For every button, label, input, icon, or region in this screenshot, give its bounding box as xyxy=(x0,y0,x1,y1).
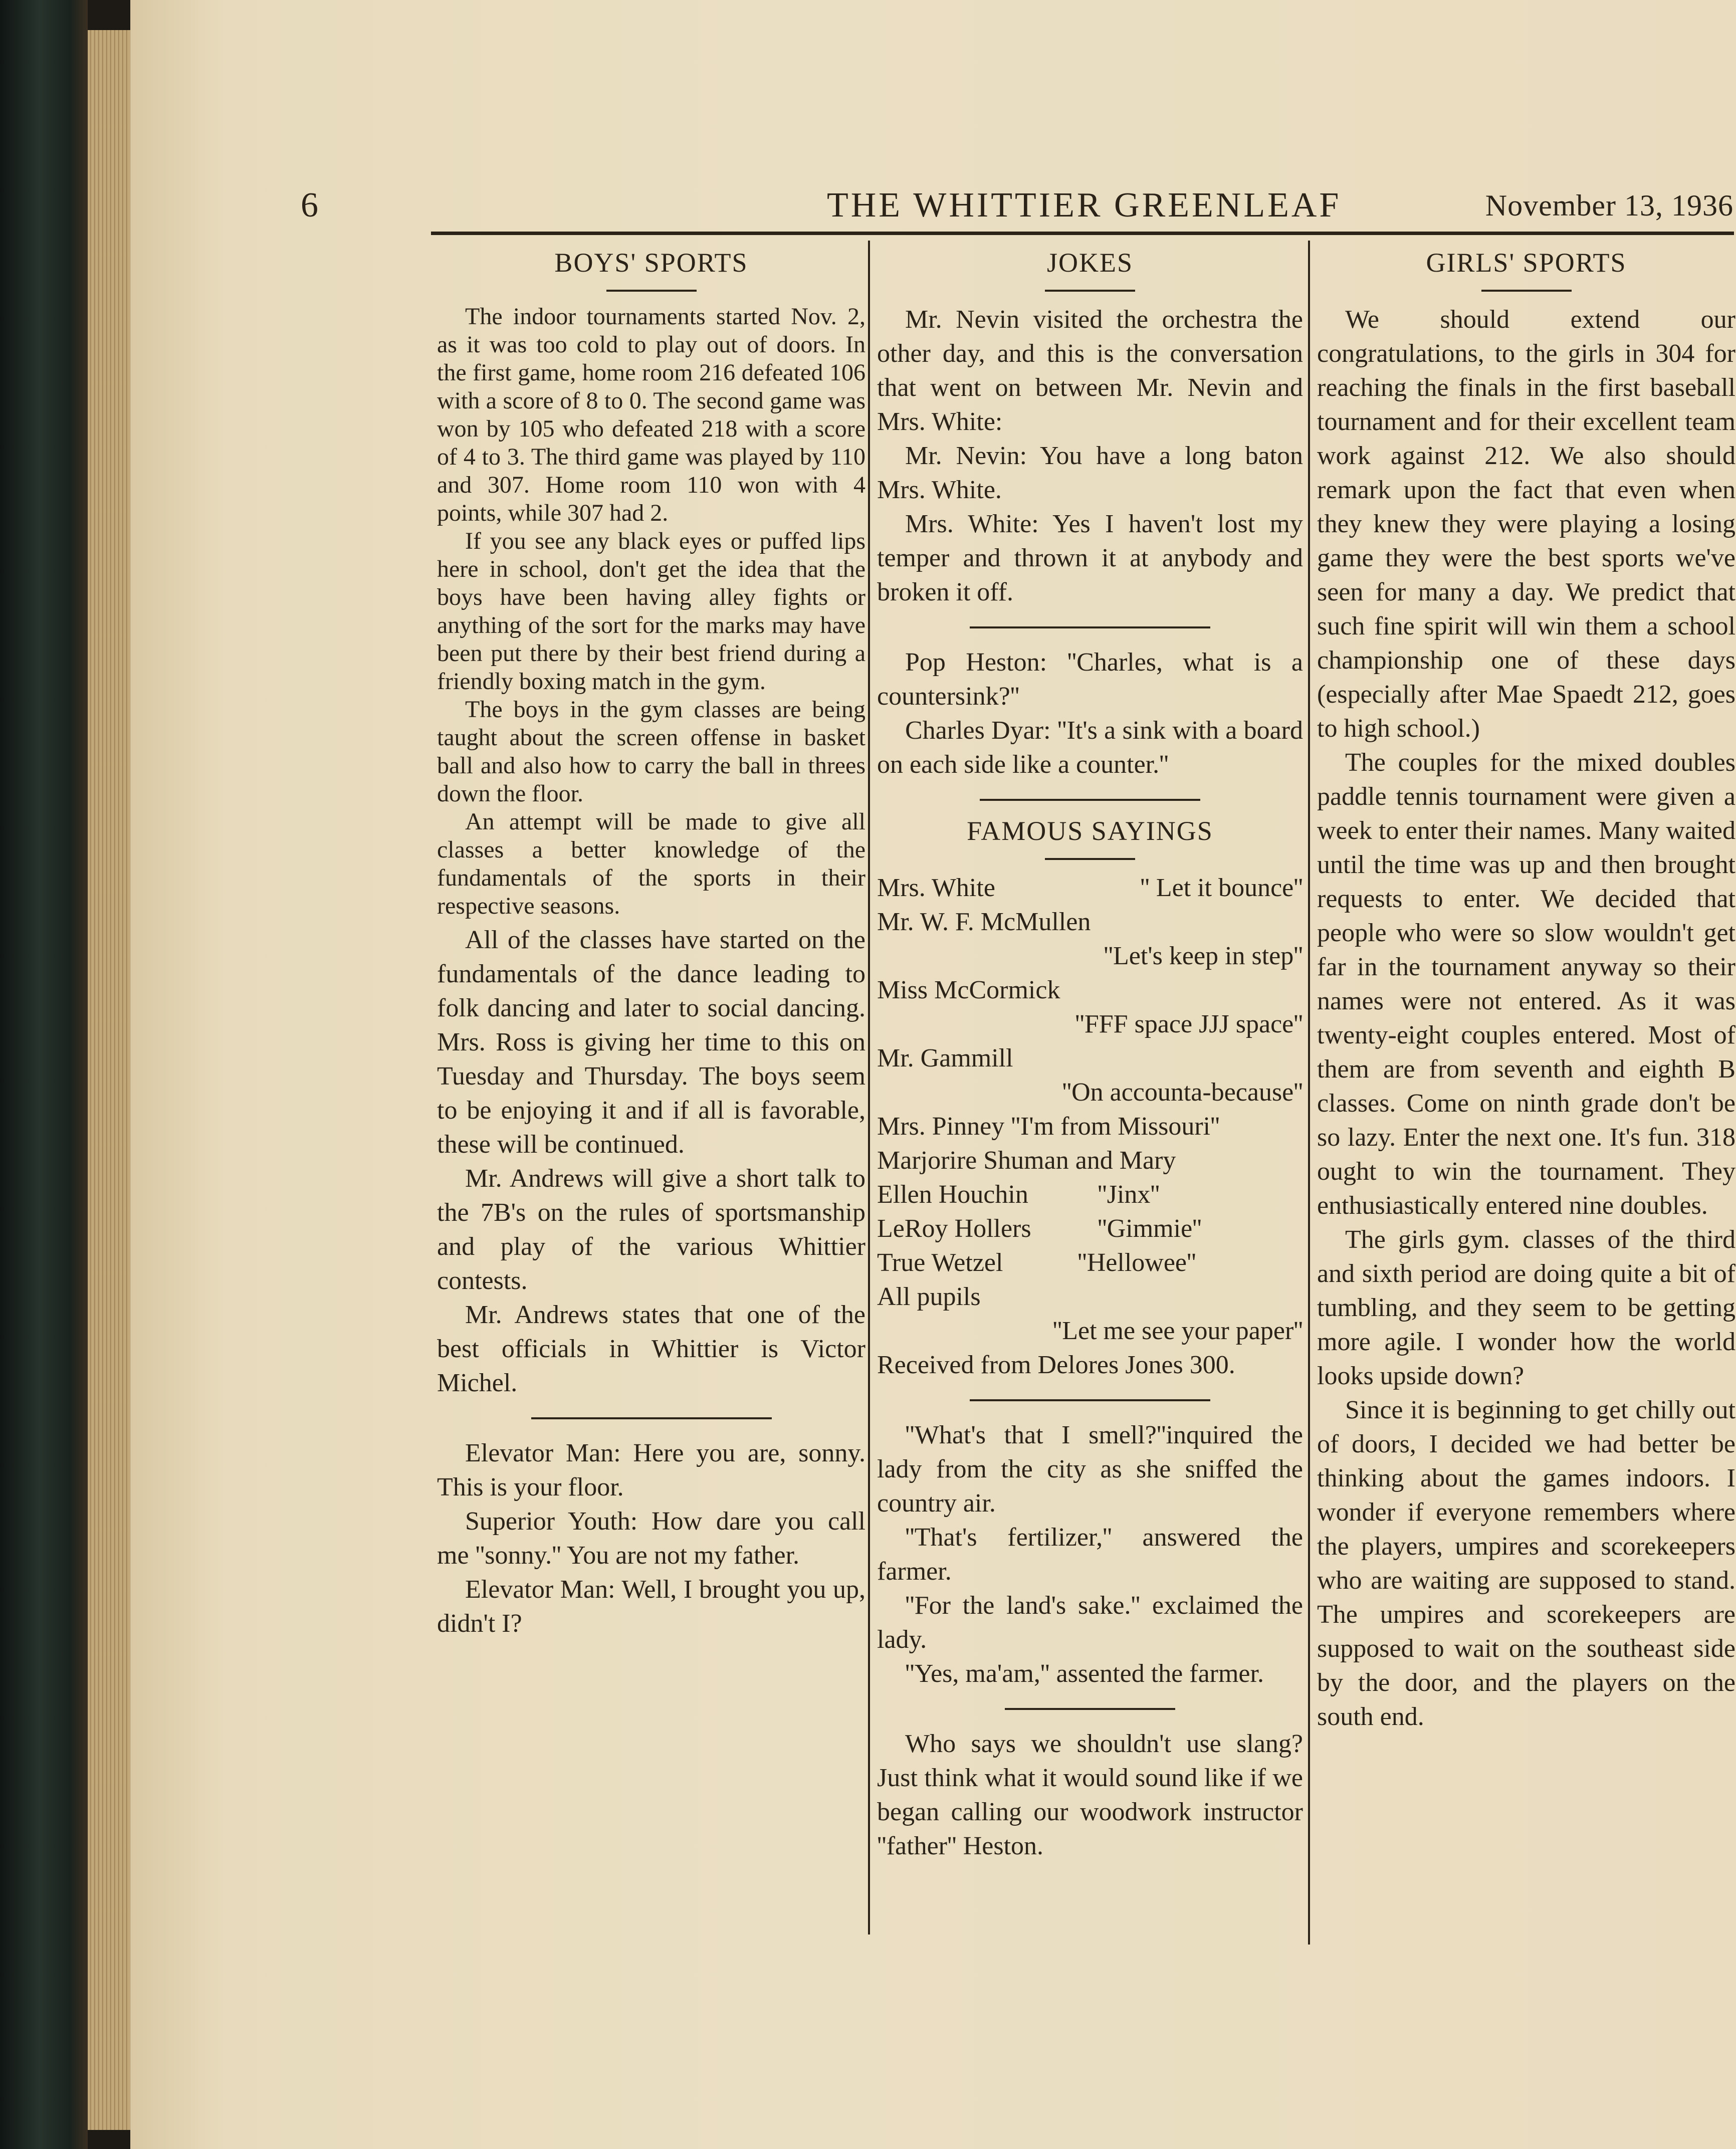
saying-line xyxy=(877,1041,1303,1076)
saying-line xyxy=(877,1212,1303,1246)
saying-quote: ''Gimmie'' xyxy=(1098,1214,1202,1243)
joke-line: Pop Heston: ''Charles, what is a countersink?'' xyxy=(877,648,1303,711)
girls-sports-column xyxy=(1317,246,1735,1734)
saying-name: Marjorire Shuman and Mary xyxy=(877,1146,1176,1175)
issue-date: November 13, 1936 xyxy=(1485,189,1733,222)
section-rule xyxy=(970,626,1210,628)
header-rule xyxy=(431,232,1734,235)
paragraph: Since it is beginning to get chilly out of doors, I decided we had better be thinking about the games indoors. I wonder if everyone remembers where the players, umpires and scorekeepers who are waiting are supposed to stand. The umpires and scorekeepers are supposed to wait on the southeast side by the door, and the players on the south end. xyxy=(1317,1396,1735,1731)
saying-quote: ''Hellowee'' xyxy=(1077,1248,1196,1277)
page-header xyxy=(301,185,1736,231)
joke-line: Charles Dyar: ''It's a sink with a board on each side like a counter.'' xyxy=(877,716,1303,779)
joke-line: Mr. Nevin visited the orchestra the other day, and this is the conversation that went on between Mr. Nevin and Mrs. White: xyxy=(877,305,1303,436)
saying-line xyxy=(877,871,1303,905)
saying-quote: '' Let it bounce'' xyxy=(1140,874,1303,902)
joke-line: Superior Youth: How dare you call me ''sonny.'' You are not my father. xyxy=(437,1507,865,1570)
famous-sayings-list xyxy=(877,871,1303,1382)
saying-quote: ''Let me see your paper'' xyxy=(1052,1317,1303,1345)
paragraph: The couples for the mixed doubles paddle tennis tournament were given a week to enter their names. Many waited until the time was up and then brought requests to enter. We decided that people who were so slow wouldn't get far in the tournament anyway so their names were not entered. As it was twenty-eight couples entered. Most of them are from seventh and eighth B classes. Come on ninth grade don't be so lazy. Enter the next one. It's fun. 318 ought to win the tournament. They enthusiastically entered nine doubles. xyxy=(1317,748,1735,1220)
heading-rule xyxy=(1045,858,1135,860)
section-rule xyxy=(1005,1708,1175,1710)
joke-line: Elevator Man: Well, I brought you up, didn't I? xyxy=(437,1575,865,1638)
joke-line: ''That's fertilizer,'' answered the farmer. xyxy=(877,1523,1303,1586)
paragraph: The boys in the gym classes are being taught about the screen offense in basket ball and also how to carry the ball in threes down the floor. xyxy=(437,696,865,807)
paragraph: The girls gym. classes of the third and sixth period are doing quite a bit of tumbling, and they seem to be getting more agile. I wonder how the world looks upside down? xyxy=(1317,1225,1735,1390)
girls-sports-heading: GIRLS' SPORTS xyxy=(1426,248,1627,278)
saying-line xyxy=(877,1110,1303,1144)
saying-name: All pupils xyxy=(877,1282,981,1311)
saying-line xyxy=(877,973,1303,1007)
saying-name: Mr. W. F. McMullen xyxy=(877,908,1091,936)
book-binding xyxy=(0,0,88,2149)
saying-name: Ellen Houchin xyxy=(877,1180,1028,1209)
saying-quote: ''I'm from Missouri'' xyxy=(1011,1112,1220,1141)
saying-quote: ''FFF space JJJ space'' xyxy=(1075,1010,1303,1038)
column-divider-1 xyxy=(868,241,870,1935)
saying-credit: Received from Delores Jones 300. xyxy=(877,1351,1235,1379)
famous-sayings-heading: FAMOUS SAYINGS xyxy=(967,816,1213,846)
paragraph: We should extend our congratulations, to the girls in 304 for reaching the finals in the first baseball tournament and for their excellent team work against 212. We also should remark upon the fact that even when they knew they were playing a losing game they were the best sports we've seen for many a day. We predict that such fine spirit will win them a school championship one of these days (especially after Mae Spaedt 212, goes to high school.) xyxy=(1317,305,1735,743)
page-number: 6 xyxy=(301,186,319,225)
saying-line xyxy=(877,1007,1303,1041)
boys-sports-heading: BOYS' SPORTS xyxy=(554,248,748,278)
joke-line: ''For the land's sake.'' exclaimed the lady. xyxy=(877,1591,1303,1654)
saying-quote: ''Jinx'' xyxy=(1098,1180,1160,1209)
heading-rule xyxy=(606,290,697,292)
saying-line xyxy=(877,1280,1303,1314)
saying-line xyxy=(877,905,1303,939)
joke-line: ''What's that I smell?''inquired the lady from the city as she sniffed the country air. xyxy=(877,1421,1303,1518)
saying-quote: ''On accounta-because'' xyxy=(1062,1078,1303,1107)
heading-rule xyxy=(1481,290,1572,292)
section-rule xyxy=(531,1417,772,1419)
saying-name: Mrs. White xyxy=(877,874,995,902)
joke-line: Who says we shouldn't use slang? Just think what it would sound like if we began calling our woodwork instructor ''father'' Heston. xyxy=(877,1730,1303,1860)
paragraph: The indoor tournaments started Nov. 2, as it was too cold to play out of doors. In the first game, home room 216 defeated 106 with a score of 8 to 0. The second game was won by 105 who defeated 218 with a score of 4 to 3. The third game was played by 110 and 307. Home room 110 won with 4 points, while 307 had 2. xyxy=(437,303,865,526)
paragraph: All of the classes have started on the fundamentals of the dance leading to folk dancing and later to social dancing. Mrs. Ross is giving her time to this on Tuesday and Thursday. The boys seem to be enjoying it and if all is favorable, these will be continued. xyxy=(437,926,865,1159)
boys-sports-column xyxy=(437,246,865,1641)
jokes-column xyxy=(877,246,1303,1863)
heading-rule xyxy=(1045,290,1135,292)
joke-line: Mrs. White: Yes I haven't lost my temper and thrown it at anybody and broken it off. xyxy=(877,510,1303,606)
paragraph: If you see any black eyes or puffed lips here in school, don't get the idea that the boys have been having alley fights or anything of the sort for the marks may have been put there by their best friend during a friendly boxing match in the gym. xyxy=(437,528,865,695)
saying-name: Miss McCormick xyxy=(877,976,1060,1004)
saying-line xyxy=(877,1246,1303,1280)
saying-quote: ''Let's keep in step'' xyxy=(1104,942,1303,970)
section-rule xyxy=(980,799,1200,801)
joke-line: ''Yes, ma'am,'' assented the farmer. xyxy=(905,1659,1264,1688)
saying-name: True Wetzel xyxy=(877,1248,1003,1277)
paragraph: An attempt will be made to give all classes a better knowledge of the fundamentals of the sports in their respective seasons. xyxy=(437,808,865,919)
paragraph: Mr. Andrews states that one of the best officials in Whittier is Victor Michel. xyxy=(437,1301,865,1397)
saying-line xyxy=(877,1314,1303,1348)
saying-line xyxy=(877,939,1303,973)
saying-name: LeRoy Hollers xyxy=(877,1214,1031,1243)
joke-line: Mr. Nevin: You have a long baton Mrs. White. xyxy=(877,442,1303,504)
paragraph: Mr. Andrews will give a short talk to the 7B's on the rules of sportsmanship and play of the various Whittier contests. xyxy=(437,1164,865,1295)
saying-line xyxy=(877,1144,1303,1178)
boys-sports-article xyxy=(437,303,865,920)
jokes-heading: JOKES xyxy=(1046,248,1134,278)
column-divider-2 xyxy=(1308,241,1310,1945)
joke-line: Elevator Man: Here you are, sonny. This is your floor. xyxy=(437,1439,865,1501)
saying-line xyxy=(877,1076,1303,1110)
section-rule xyxy=(970,1399,1210,1401)
saying-name: Mr. Gammill xyxy=(877,1044,1013,1072)
saying-line xyxy=(877,1178,1303,1212)
saying-name: Mrs. Pinney xyxy=(877,1112,1005,1141)
masthead-title: THE WHITTIER GREENLEAF xyxy=(827,186,1342,225)
page-edges xyxy=(88,30,130,2130)
